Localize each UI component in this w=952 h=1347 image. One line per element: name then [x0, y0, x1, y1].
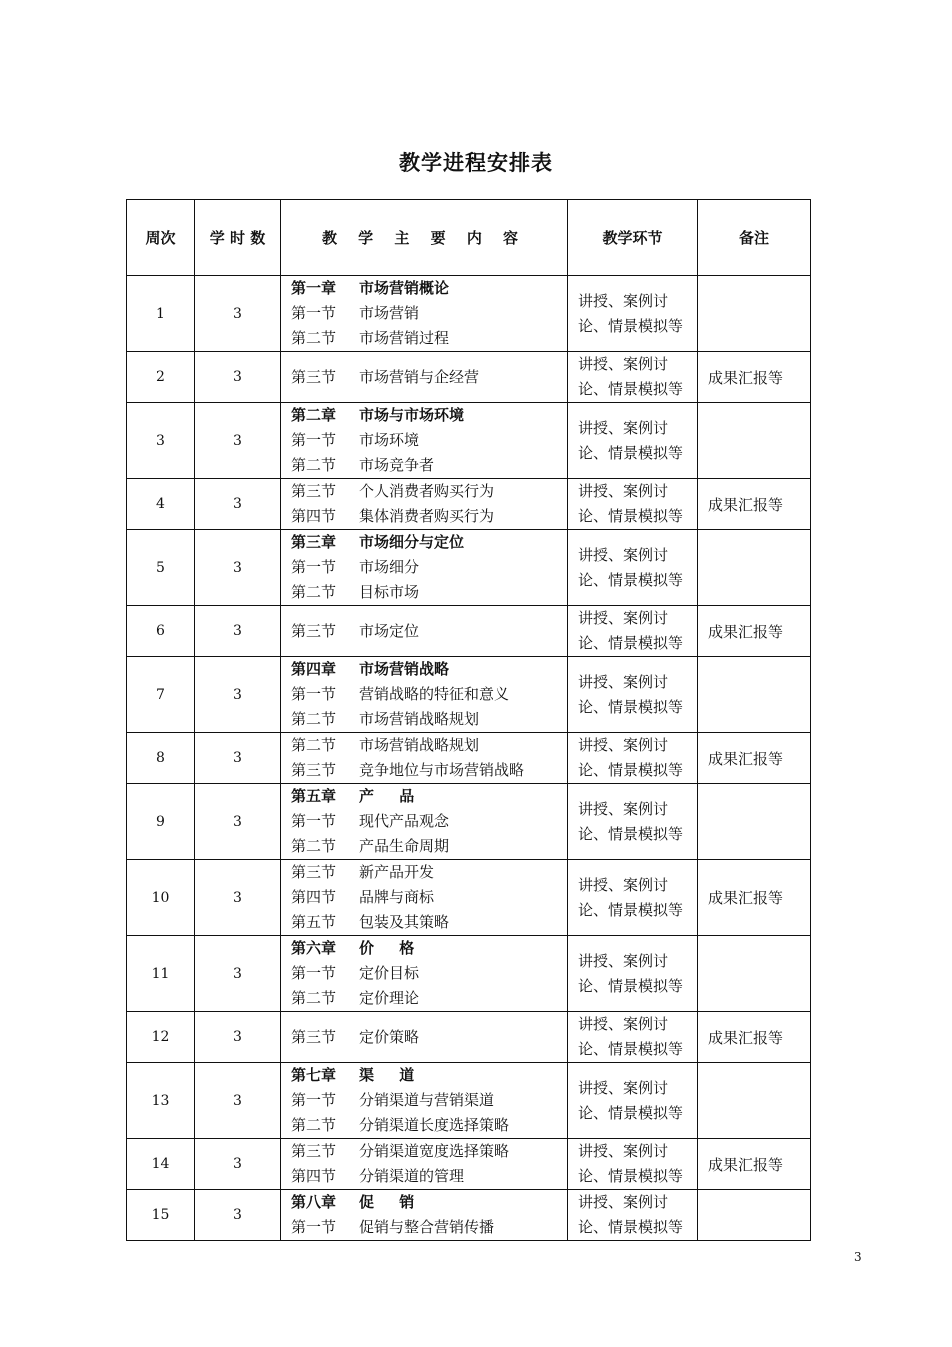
table-row [127, 403, 811, 479]
section-number: 第二节 [291, 736, 337, 754]
section-number: 第一节 [291, 558, 337, 576]
section-title: 渠 道 [359, 1066, 425, 1084]
table-row [127, 1190, 811, 1241]
section-title: 价 格 [359, 939, 425, 957]
method-line: 论、情景模拟等 [578, 634, 684, 652]
week-cell: 8 [127, 733, 195, 784]
section-title: 分销渠道的管理 [359, 1167, 465, 1185]
section-title: 市场营销与企经营 [359, 367, 480, 386]
section-title: 分销渠道宽度选择策略 [359, 1142, 510, 1160]
section-number: 第三节 [291, 863, 337, 881]
method-line: 论、情景模拟等 [578, 443, 684, 462]
note-cell: 成果汇报等 [698, 1012, 811, 1063]
section-number: 第二节 [291, 1116, 337, 1134]
hours-cell: 3 [195, 1139, 281, 1190]
section-number: 第二节 [291, 583, 337, 601]
header-content: 教 学 主 要 内 容 [281, 200, 568, 276]
section-number: 第二节 [291, 710, 337, 728]
hours-cell: 3 [195, 1012, 281, 1063]
chapter-line [291, 403, 567, 428]
section-line [291, 1215, 567, 1240]
note-cell: 成果汇报等 [698, 479, 811, 530]
header-week: 周次 [127, 200, 195, 276]
section-line [291, 1164, 567, 1189]
section-number: 第一节 [291, 304, 337, 322]
method-line: 论、情景模拟等 [578, 824, 684, 843]
section-title: 促销与整合营销传播 [359, 1218, 495, 1236]
section-number: 第三节 [291, 621, 337, 640]
method-line: 讲授、案例讨 [578, 482, 669, 500]
section-title: 市场竞争者 [359, 456, 435, 474]
method-line: 论、情景模拟等 [578, 1040, 684, 1058]
note-cell [698, 530, 811, 606]
method-cell [568, 1139, 698, 1190]
section-number: 第一节 [291, 1218, 337, 1236]
content-cell [281, 352, 568, 403]
method-line: 讲授、案例讨 [578, 1078, 669, 1097]
section-number: 第三章 [291, 533, 337, 551]
week-cell: 4 [127, 479, 195, 530]
method-cell [568, 1190, 698, 1241]
method-line: 论、情景模拟等 [578, 1218, 684, 1236]
method-line: 论、情景模拟等 [578, 900, 684, 919]
method-line: 讲授、案例讨 [578, 1193, 669, 1211]
section-line [291, 809, 567, 834]
section-line [291, 504, 567, 529]
section-line [291, 1113, 567, 1138]
table-row [127, 657, 811, 733]
week-cell: 3 [127, 403, 195, 479]
section-title: 营销战略的特征和意义 [359, 685, 510, 703]
method-cell [568, 479, 698, 530]
table-row [127, 606, 811, 657]
content-cell [281, 860, 568, 936]
section-number: 第四节 [291, 1167, 337, 1185]
page-title: 教学进程安排表 [399, 151, 553, 175]
section-line [291, 834, 567, 859]
week-cell: 7 [127, 657, 195, 733]
note-cell: 成果汇报等 [698, 352, 811, 403]
hours-cell: 3 [195, 606, 281, 657]
content-cell [281, 1139, 568, 1190]
section-number: 第二节 [291, 456, 337, 474]
section-number: 第六章 [291, 939, 337, 957]
section-title: 市场环境 [359, 431, 420, 449]
content-cell [281, 606, 568, 657]
section-number: 第一章 [291, 279, 337, 297]
section-number: 第二节 [291, 989, 337, 1007]
method-line: 讲授、案例讨 [578, 1015, 669, 1033]
week-cell: 2 [127, 352, 195, 403]
method-cell [568, 1063, 698, 1139]
section-number: 第一节 [291, 812, 337, 830]
section-line [291, 1088, 567, 1113]
method-line: 论、情景模拟等 [578, 976, 684, 995]
section-title: 定价目标 [359, 964, 420, 982]
section-number: 第三节 [291, 1142, 337, 1160]
section-title: 市场细分 [359, 558, 420, 576]
section-line [291, 326, 567, 351]
header-note: 备注 [698, 200, 811, 276]
method-line: 讲授、案例讨 [578, 672, 669, 691]
note-cell [698, 784, 811, 860]
section-title: 产品生命周期 [359, 837, 450, 855]
content-cell [281, 1190, 568, 1241]
section-number: 第二节 [291, 329, 337, 347]
method-cell [568, 606, 698, 657]
chapter-line [291, 1063, 567, 1088]
method-line: 论、情景模拟等 [578, 570, 684, 589]
section-title: 包装及其策略 [359, 913, 450, 931]
table-row [127, 1139, 811, 1190]
method-line: 论、情景模拟等 [578, 1103, 684, 1122]
section-number: 第一节 [291, 964, 337, 982]
section-title: 个人消费者购买行为 [359, 482, 495, 500]
section-title: 分销渠道与营销渠道 [359, 1091, 495, 1109]
section-line [291, 1139, 567, 1164]
hours-cell: 3 [195, 784, 281, 860]
section-number: 第一节 [291, 685, 337, 703]
content-cell [281, 403, 568, 479]
table-row [127, 352, 811, 403]
section-line [291, 885, 567, 910]
section-line [291, 428, 567, 453]
week-cell: 12 [127, 1012, 195, 1063]
section-number: 第二章 [291, 406, 337, 424]
method-line: 讲授、案例讨 [578, 1142, 669, 1160]
section-title: 市场营销战略规划 [359, 736, 480, 754]
section-line [291, 479, 567, 504]
note-cell [698, 403, 811, 479]
header-hours: 学 时 数 [195, 200, 281, 276]
section-number: 第八章 [291, 1193, 337, 1211]
content-cell [281, 936, 568, 1012]
week-cell: 1 [127, 276, 195, 352]
method-line: 讲授、案例讨 [578, 875, 669, 894]
method-cell [568, 657, 698, 733]
content-cell [281, 784, 568, 860]
hours-cell: 3 [195, 860, 281, 936]
method-line: 讲授、案例讨 [578, 355, 669, 373]
schedule-table [126, 199, 811, 1241]
hours-cell: 3 [195, 530, 281, 606]
note-cell: 成果汇报等 [698, 606, 811, 657]
note-cell [698, 1190, 811, 1241]
method-line: 讲授、案例讨 [578, 609, 669, 627]
chapter-line [291, 784, 567, 809]
content-cell [281, 276, 568, 352]
method-line: 论、情景模拟等 [578, 761, 684, 779]
table-row [127, 733, 811, 784]
method-line: 讲授、案例讨 [578, 291, 669, 310]
section-title: 定价策略 [359, 1027, 420, 1046]
section-title: 竞争地位与市场营销战略 [359, 761, 525, 779]
table-row [127, 860, 811, 936]
section-title: 市场细分与定位 [359, 533, 465, 551]
header-method: 教学环节 [568, 200, 698, 276]
method-line: 论、情景模拟等 [578, 316, 684, 335]
method-line: 讲授、案例讨 [578, 418, 669, 437]
table-body [127, 276, 811, 1241]
method-cell [568, 276, 698, 352]
section-title: 市场营销过程 [359, 329, 450, 347]
section-line [291, 619, 567, 644]
note-cell [698, 936, 811, 1012]
method-cell [568, 936, 698, 1012]
method-line: 讲授、案例讨 [578, 799, 669, 818]
section-title: 市场营销战略 [359, 660, 450, 678]
method-line: 论、情景模拟等 [578, 1167, 684, 1185]
section-title: 市场营销 [359, 304, 420, 322]
week-cell: 9 [127, 784, 195, 860]
method-cell [568, 860, 698, 936]
table-row [127, 1012, 811, 1063]
note-cell [698, 1063, 811, 1139]
note-cell: 成果汇报等 [698, 733, 811, 784]
table-row [127, 1063, 811, 1139]
section-line [291, 910, 567, 935]
note-cell [698, 276, 811, 352]
section-number: 第二节 [291, 837, 337, 855]
section-title: 市场营销概论 [359, 279, 450, 297]
method-cell [568, 784, 698, 860]
table-row [127, 276, 811, 352]
section-line [291, 733, 567, 758]
section-title: 分销渠道长度选择策略 [359, 1116, 510, 1134]
method-line: 讲授、案例讨 [578, 736, 669, 754]
table-row [127, 784, 811, 860]
week-cell: 6 [127, 606, 195, 657]
method-cell [568, 530, 698, 606]
section-line [291, 707, 567, 732]
method-line: 论、情景模拟等 [578, 507, 684, 525]
hours-cell: 3 [195, 657, 281, 733]
section-line [291, 453, 567, 478]
header-row [127, 200, 811, 276]
week-cell: 11 [127, 936, 195, 1012]
chapter-line [291, 1190, 567, 1215]
method-line: 讲授、案例讨 [578, 951, 669, 970]
section-number: 第七章 [291, 1066, 337, 1084]
hours-cell: 3 [195, 733, 281, 784]
hours-cell: 3 [195, 1190, 281, 1241]
hours-cell: 3 [195, 1063, 281, 1139]
section-number: 第一节 [291, 431, 337, 449]
week-cell: 15 [127, 1190, 195, 1241]
section-line [291, 555, 567, 580]
note-cell: 成果汇报等 [698, 1139, 811, 1190]
section-title: 市场营销战略规划 [359, 710, 480, 728]
section-title: 市场与市场环境 [359, 406, 465, 424]
section-number: 第四章 [291, 660, 337, 678]
section-number: 第三节 [291, 1027, 337, 1046]
method-cell [568, 733, 698, 784]
section-number: 第五节 [291, 913, 337, 931]
section-title: 品牌与商标 [359, 888, 435, 906]
section-number: 第三节 [291, 482, 337, 500]
content-cell [281, 530, 568, 606]
chapter-line [291, 276, 567, 301]
method-cell [568, 1012, 698, 1063]
week-cell: 10 [127, 860, 195, 936]
hours-cell: 3 [195, 403, 281, 479]
page-number: 3 [854, 1250, 862, 1264]
section-line [291, 301, 567, 326]
method-line: 论、情景模拟等 [578, 697, 684, 716]
section-title: 新产品开发 [359, 863, 435, 881]
method-cell [568, 403, 698, 479]
section-number: 第三节 [291, 761, 337, 779]
section-title: 产 品 [359, 787, 425, 805]
section-number: 第四节 [291, 888, 337, 906]
content-cell [281, 1063, 568, 1139]
section-number: 第五章 [291, 787, 337, 805]
section-number: 第一节 [291, 1091, 337, 1109]
hours-cell: 3 [195, 479, 281, 530]
hours-cell: 3 [195, 936, 281, 1012]
method-line: 论、情景模拟等 [578, 380, 684, 398]
section-line [291, 682, 567, 707]
content-cell [281, 657, 568, 733]
section-number: 第三节 [291, 367, 337, 386]
section-title: 目标市场 [359, 583, 420, 601]
method-line: 讲授、案例讨 [578, 545, 669, 564]
section-line [291, 1025, 567, 1050]
section-line [291, 860, 567, 885]
section-line [291, 961, 567, 986]
week-cell: 13 [127, 1063, 195, 1139]
content-cell [281, 479, 568, 530]
chapter-line [291, 936, 567, 961]
section-line [291, 365, 567, 390]
section-line [291, 758, 567, 783]
note-cell [698, 657, 811, 733]
chapter-line [291, 657, 567, 682]
table-row [127, 936, 811, 1012]
section-line [291, 580, 567, 605]
section-title: 现代产品观念 [359, 812, 450, 830]
week-cell: 5 [127, 530, 195, 606]
section-number: 第四节 [291, 507, 337, 525]
note-cell: 成果汇报等 [698, 860, 811, 936]
method-cell [568, 352, 698, 403]
hours-cell: 3 [195, 276, 281, 352]
content-cell [281, 1012, 568, 1063]
week-cell: 14 [127, 1139, 195, 1190]
section-title: 市场定位 [359, 621, 420, 640]
section-line [291, 986, 567, 1011]
chapter-line [291, 530, 567, 555]
table-row [127, 530, 811, 606]
section-title: 定价理论 [359, 989, 420, 1007]
hours-cell: 3 [195, 352, 281, 403]
table-row [127, 479, 811, 530]
content-cell [281, 733, 568, 784]
section-title: 促 销 [359, 1193, 425, 1211]
section-title: 集体消费者购买行为 [359, 507, 495, 525]
